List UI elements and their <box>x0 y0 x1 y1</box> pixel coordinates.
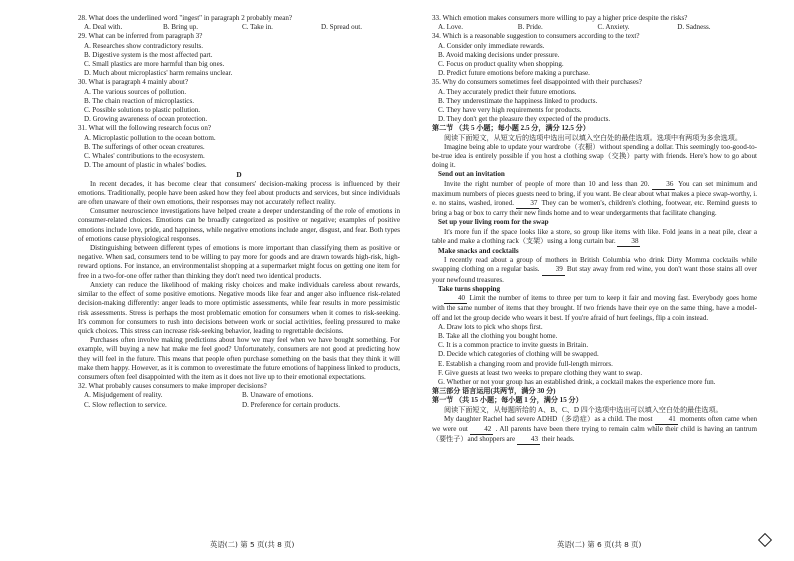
q31-option-a: A. Microplastic pollution to the ocean bottom. <box>84 133 216 142</box>
q33-option-d: D. Sadness. <box>677 23 711 32</box>
left-column <box>78 0 400 561</box>
choice-a: A. Draw lots to pick who shops first. <box>438 322 543 331</box>
q33-option-c: C. Anxiety. <box>597 23 630 32</box>
q31-option-c: C. Whales' contributions to the ecosystem. <box>84 152 205 161</box>
q33-option-b: B. Pride. <box>517 23 543 32</box>
q34-option-a: A. Consider only immediate rewards. <box>438 41 545 50</box>
q35-option-b: B. They underestimate the happiness linked to products. <box>438 96 598 105</box>
q30-stem: 30. What is paragraph 4 mainly about? <box>78 78 188 87</box>
heading-living-room: Set up your living room for the swap <box>438 218 549 227</box>
heading-send-invitation: Send out an invitation <box>438 170 505 179</box>
choice-c: C. It is a common practice to invite guests in Britain. <box>438 341 589 350</box>
choice-b: B. Take all the clothing you bought home. <box>438 331 558 340</box>
choice-f: F. Give guests at least two weeks to prepare clothing they want to swap. <box>438 368 643 377</box>
passage-d-paragraph-4: Anxiety can reduce the likelihood of making risky choices and make individuals careless about rewards, similar to the effect of some positive emotions. Negative moods like fear and anger also influence risk-related decision-making differently: anger leads to more optimistic assessments, while fear results in more pessimistic risk assessments. Stress is perhaps the most problematic emotion for consumers when it comes to risk-seeking. It's common for consumers to rush into decisions between work or social activities, feeling pressured to make quick choices. This stress can increase risk-seeking behavior, leading to regrettable decisions. <box>78 280 400 335</box>
cloze-text-b: moments often came when we were out <box>432 414 757 433</box>
right-column <box>432 0 757 561</box>
page-footer-right: 英语(二) 第 6 页(共 8 页) <box>557 540 642 549</box>
q30-option-c: C. Possible solutions to plastic pollution. <box>84 106 201 115</box>
q35-option-d: D. They don't get the pleasure they expected of the products. <box>438 115 611 124</box>
cloze-text-c: . All parents have been there trying to remain calm while their child is having an tantrum（要性子）and shoppers are <box>432 424 757 444</box>
q30-option-a: A. The various sources of pollution. <box>84 87 187 96</box>
diamond-icon <box>758 533 772 547</box>
choice-e: E. Establish a changing room and provide full-length mirrors. <box>438 359 613 368</box>
q32-option-b: B. Unaware of emotions. <box>242 391 314 400</box>
q35-stem: 35. Why do consumers sometimes feel disappointed with their purchases? <box>432 78 642 87</box>
blank-40: 40 <box>444 294 467 304</box>
q31-stem: 31. What will the following research focus on? <box>78 124 212 133</box>
q28-option-a: A. Deal with. <box>84 23 123 32</box>
blank-38: 38 <box>617 237 640 247</box>
q32-option-d: D. Preference for certain products. <box>242 400 341 409</box>
blank-37: 37 <box>516 199 539 209</box>
passage-d-paragraph-1: In recent decades, it has become clear that consumers' decision-making process is influenced by their emotions. Traditionally, people have been asked how they feel about products and services, but since individuals are often unaware of their own emotions, their responses may not accurately reflect reality. <box>78 179 400 207</box>
blank-39: 39 <box>542 265 565 275</box>
q28-option-c: C. Take in. <box>242 23 273 32</box>
q29-stem: 29. What can be inferred from paragraph 3? <box>78 32 203 41</box>
q35-option-c: C. They have very high requirements for products. <box>438 106 582 115</box>
paragraph-snacks <box>432 256 757 285</box>
q31-option-d: D. The amount of plastic in whales' bodies. <box>84 161 207 170</box>
q28-option-b: B. Bring up. <box>163 23 199 32</box>
living-room-text: It's more fun if the space looks like a store, so group like items with like. Fold jeans in a neat pile, clear a table and make a clothing rack（支架）using a long curtain bar. <box>432 227 757 245</box>
q32-options <box>78 391 400 409</box>
take-turns-text: Limit the number of items to three per turn to keep it fair and moving fast. Everybody goes home with the same number of items that they brought. If two friends have their eye on the same thing, have a model-off and let the group decide who wears it best. If you're afraid of hurt feelings, flip a coin instead. <box>432 294 757 322</box>
q29-option-b: B. Digestive system is the most affected part. <box>84 50 213 59</box>
passage-d-paragraph-5: Purchases often involve making predictions about how we may feel when we have bought something. For example, will buying a new hat make me feel good? Unfortunately, consumers are not good at predicting how they will feel in the future. This means that people often purchase something on the basis that they think it will make them happy. However, as it is common to overestimate the future emotions of happiness linked to products, consumers often feel disappointed with the item as it does not live up to their emotional expectations. <box>78 336 400 381</box>
cloze-paragraph <box>432 415 757 446</box>
section2-instructions: 阅读下面短文，从短文后的选项中选出可以填入空白处的最佳选项。选项中有两项为多余选项。 <box>444 133 742 142</box>
q34-stem: 34. Which is a reasonable suggestion to consumers according to the text? <box>432 32 640 41</box>
choice-g: G. Whether or not your group has an established drink, a cocktail makes the experience more fun. <box>438 377 716 386</box>
page-footer-left: 英语(二) 第 5 页(共 8 页) <box>210 540 295 549</box>
q33-option-a: A. Love. <box>438 23 464 32</box>
snacks-text-b: But stay away from red wine, you don't want those stains all over your newfound treasures. <box>432 265 757 284</box>
invitation-text-a: Invite the right number of people of more than 10 and less than 20. <box>444 179 650 188</box>
q35-option-a: A. They accurately predict their future emotions. <box>438 87 577 96</box>
choice-d: D. Decide which categories of clothing will be swapped. <box>438 350 599 359</box>
part3-section1-title: 第一节 （共 15 小题；每小题 1 分，满分 15 分） <box>432 396 583 405</box>
q34-option-c: C. Focus on product quality when shopping. <box>438 60 564 69</box>
passage-d-paragraph-2: Consumer neuroscience investigations have helped create a deeper understanding of the role of emotions in consumer-related choices. Emotions can be broadly categorized as positive or negative; examples of positive emotions include love, pride, and happiness, while negative emotions include anger, disgust, and fear. Both types of emotions cause physiological responses. <box>78 207 400 243</box>
blank-41: 41 <box>655 415 678 425</box>
heading-snacks: Make snacks and cocktails <box>438 247 519 256</box>
cloze-text-a: My daughter Rachel had severe ADHD（多动症）as a child. The most <box>444 414 653 423</box>
q28-stem: 28. What does the underlined word "ingest" in paragraph 2 probably mean? <box>78 14 293 22</box>
paragraph-take-turns <box>432 294 757 323</box>
q32-stem: 32. What probably causes consumers to make improper decisions? <box>78 382 267 391</box>
passage-d-title: D <box>236 170 242 180</box>
q28-option-d: D. Spread out. <box>321 23 362 32</box>
heading-take-turns: Take turns shopping <box>438 284 501 293</box>
q30-option-b: B. The chain reaction of microplastics. <box>84 96 194 105</box>
q31-option-b: B. The sufferings of other ocean creatures. <box>84 142 205 151</box>
blank-43: 43 <box>517 435 540 445</box>
snacks-text-a: I recently read about a group of mothers in British Columbia who drink Dirty Momma cocktails while swapping clothing on a regular basis. <box>432 256 757 274</box>
cloze-text-d: their heads. <box>541 435 575 444</box>
invitation-text-c: They can be women's, children's clothing, footwear, etc. Remind guests to bring a bag or box to carry their new finds home and to wear undergarments that facilitate changing. <box>432 199 757 218</box>
q29-option-a: A. Researches show contradictory results. <box>84 41 203 50</box>
q33-stem: 33. Which emotion makes consumers more willing to pay a higher price despite the risks? <box>432 14 688 22</box>
q30-option-d: D. Growing awareness of ocean protection. <box>84 115 208 124</box>
blank-42: 42 <box>470 425 493 435</box>
q32-option-c: C. Slow reflection to service. <box>84 400 167 409</box>
section2-title: 第二节 （共 5 小题；每小题 2.5 分，满分 12.5 分） <box>432 124 590 133</box>
part3-instructions: 阅读下面短文，从每题所给的 A、B、C、D 四个选项中选出可以填入空白处的最佳选项。 <box>444 405 723 414</box>
passage-d-paragraph-3: Distinguishing between different types of emotions is more important than classifying them as positive or negative. When sad, consumers tend to be willing to pay more for goods and are drawn towards high-risk, high-reward options. For instance, an environmentalist shopping at a supermarket might focus on getting one item for free in a two-for-one offer rather than thinking they don't need two identical products. <box>78 244 400 280</box>
q29-option-c: C. Small plastics are more harmful than big ones. <box>84 60 225 69</box>
q34-option-b: B. Avoid making decisions under pressure. <box>438 50 560 59</box>
swap-intro-paragraph: Imagine being able to update your wardrobe（衣橱）without spending a dollar. This seemingly too-good-to-be-true idea is entirely possible if you host a clothing swap（交换）party with friends. Here's how to go about doing it. <box>432 142 757 170</box>
q29-option-d: D. Much about microplastics' harm remains unclear. <box>84 69 233 78</box>
q33-options <box>432 23 757 32</box>
paragraph-living-room <box>432 228 757 247</box>
part3-title: 第三部分 语言运用(共两节，满分 30 分) <box>432 387 556 396</box>
invitation-text-b: You can set minimum and maximum numbers of pieces guests need to bring, if you want. Be clear about what makes a piece swap-worthy, i. e. no stains, washed, ironed. <box>432 179 757 208</box>
q28-options <box>78 23 400 32</box>
blank-36: 36 <box>652 180 675 190</box>
q32-option-a: A. Misjudgement of reality. <box>84 391 163 400</box>
q34-option-d: D. Predict future emotions before making a purchase. <box>438 69 590 78</box>
paragraph-invitation <box>432 180 757 219</box>
